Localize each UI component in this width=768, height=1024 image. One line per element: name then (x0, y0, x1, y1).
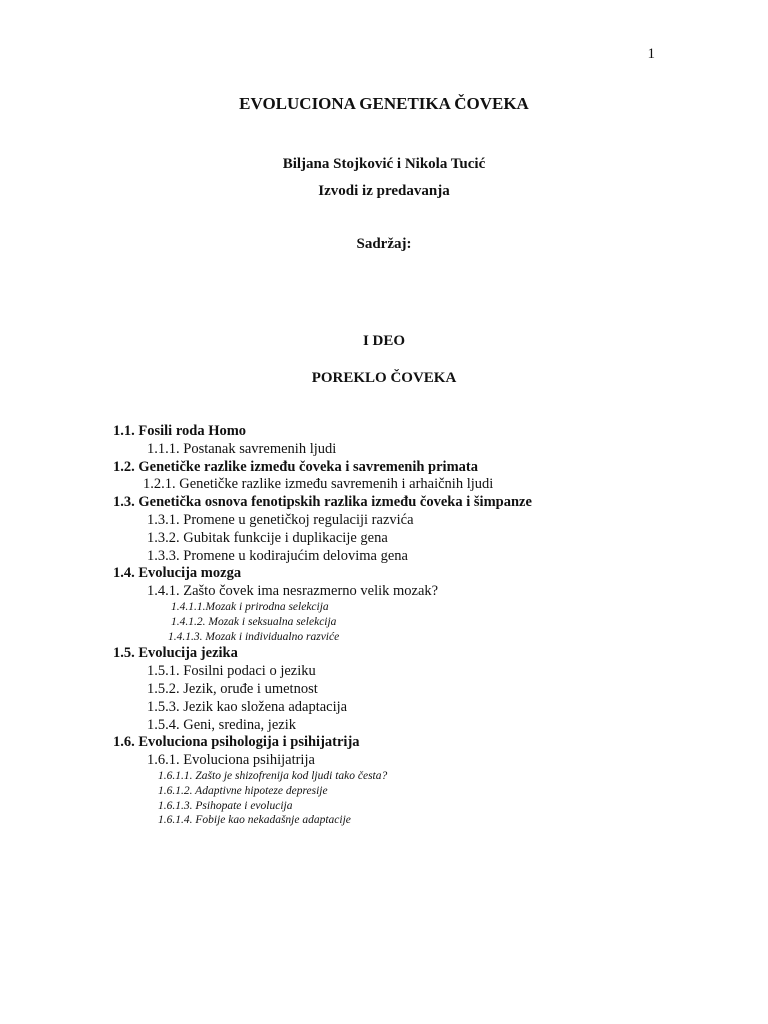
toc-subsection: 1.6.1. Evoluciona psihijatrija (147, 752, 315, 769)
part-label: I DEO (362, 333, 406, 349)
toc-subsection: 1.1.1. Postanak savremenih ljudi (147, 440, 337, 457)
page-number: 1 (647, 46, 655, 62)
authors: Biljana Stojković i Nikola Tucić (282, 156, 486, 172)
toc-subsubsection: 1.4.1.2. Mozak i seksualna selekcija (171, 615, 337, 628)
toc-subsection: 1.5.4. Geni, sredina, jezik (147, 716, 296, 733)
toc-subsubsection: 1.6.1.2. Adaptivne hipoteze depresije (158, 784, 328, 797)
toc-subsection: 1.5.2. Jezik, oruđe i umetnost (147, 681, 318, 697)
toc-subsection: 1.5.3. Jezik kao složena adaptacija (147, 698, 348, 715)
toc-subsection: 1.4.1. Zašto čovek ima nesrazmerno velik mozak? (147, 583, 439, 600)
toc-subsection: 1.2.1. Genetičke razlike između savremenih i arhaičnih ljudi (143, 476, 494, 493)
toc-section: 1.1. Fosili roda Homo (113, 423, 247, 439)
toc-subsubsection: 1.4.1.3. Mozak i individualno razviće (168, 630, 340, 643)
part-title: POREKLO ČOVEKA (311, 370, 457, 386)
toc-subsection: 1.3.2. Gubitak funkcije i duplikacije gena (147, 529, 388, 546)
toc-subsection: 1.5.1. Fosilni podaci o jeziku (147, 663, 316, 680)
toc-section: 1.4. Evolucija mozga (113, 565, 242, 582)
toc-section: 1.2. Genetičke razlike između čoveka i savremenih primata (113, 458, 478, 475)
toc-subsubsection: 1.4.1.1.Mozak i prirodna selekcija (171, 601, 329, 613)
toc-subsubsection: 1.6.1.1. Zašto je shizofrenija kod ljudi tako česta? (158, 770, 388, 782)
toc-section: 1.3. Genetička osnova fenotipskih razlika između čoveka i šimpanze (113, 494, 532, 511)
document-title: EVOLUCIONA GENETIKA ČOVEKA (239, 94, 529, 113)
toc-subsubsection: 1.6.1.3. Psihopate i evolucija (158, 799, 293, 812)
toc-subsection: 1.3.1. Promene u genetičkoj regulaciji razvića (147, 512, 414, 528)
toc-subsubsection: 1.6.1.4. Fobije kao nekadašnje adaptacije (158, 814, 351, 827)
toc-subsection: 1.3.3. Promene u kodirajućim delovima gena (147, 547, 408, 564)
toc-section: 1.5. Evolucija jezika (113, 645, 238, 662)
toc-section: 1.6. Evoluciona psihologija i psihijatrija (113, 734, 360, 751)
contents-heading: Sadržaj: (356, 236, 412, 252)
subtitle: Izvodi iz predavanja (318, 183, 450, 199)
